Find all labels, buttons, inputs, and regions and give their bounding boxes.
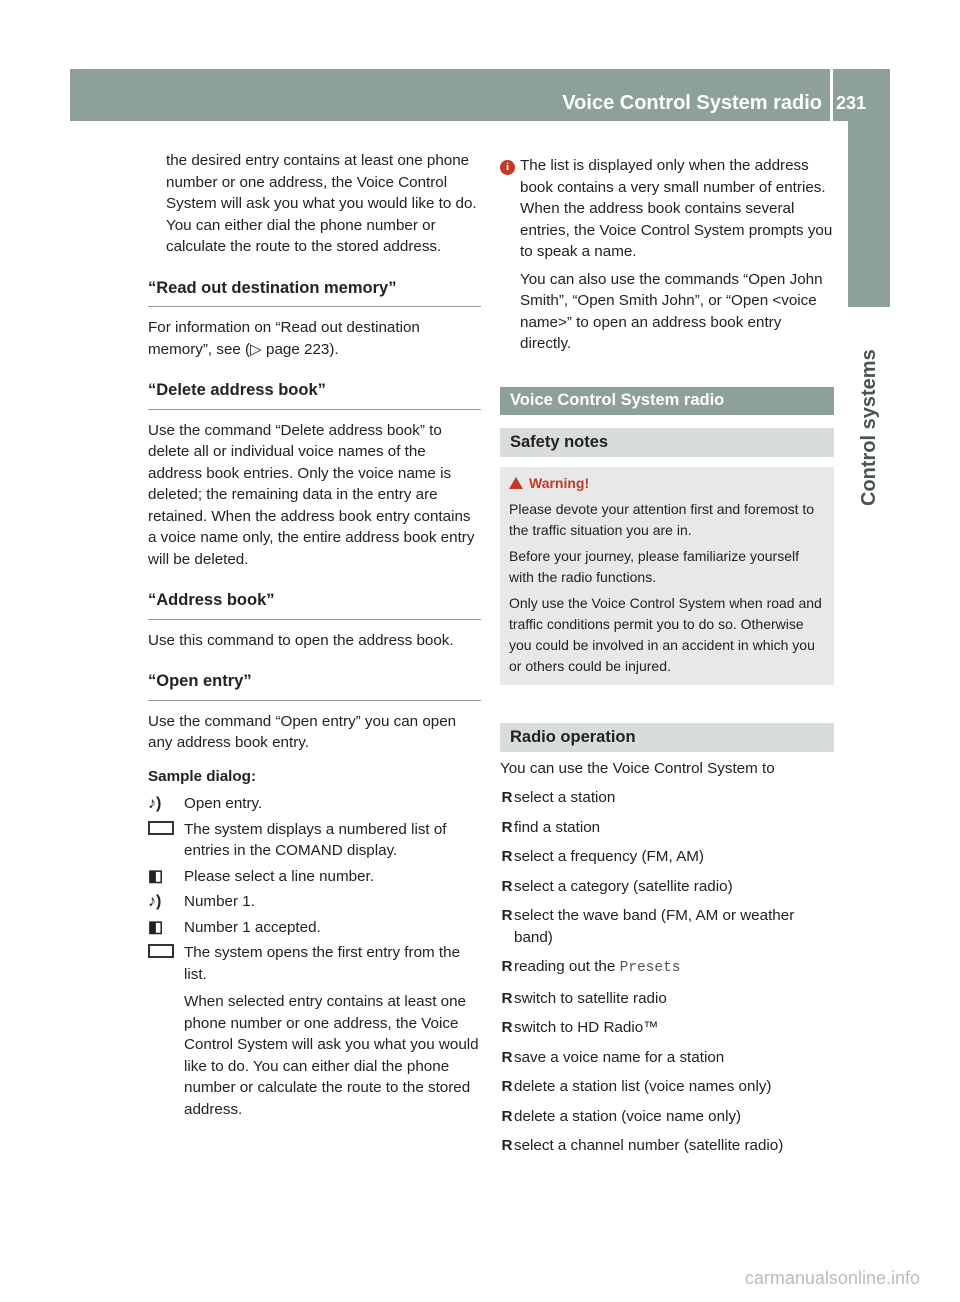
voice-output-icon: ◧	[148, 918, 164, 936]
section-title-bar: Voice Control System radio	[500, 387, 834, 415]
dialog-row	[148, 891, 481, 913]
side-tab-block	[848, 121, 890, 307]
dialog-text: Open entry.	[184, 795, 263, 812]
presets-term: Presets	[619, 960, 681, 976]
section-text: For information on “Read out destination memory”, see (▷ page 223).	[148, 319, 420, 358]
list-item: R switch to satellite radio	[501, 989, 667, 1007]
list-item: R delete a station list (voice names only)	[501, 1078, 772, 1095]
warning-text: Before your journey, please familiarize yourself with the radio functions.	[509, 547, 799, 585]
list-item: R find a station	[501, 818, 601, 836]
dialog-text: The system displays a numbered list of entries in the COMAND display.	[184, 820, 447, 859]
warning-text: Please devote your attention first and foremost to the traffic situation you are in.	[509, 500, 815, 538]
warning-text: Only use the Voice Control System when road and traffic conditions permit you to do so. Otherwise you could be involved in an accident in which you or others could be injured.	[509, 594, 822, 674]
header-divider	[830, 69, 833, 121]
section-heading: “Address book”	[148, 590, 481, 620]
display-icon	[148, 942, 184, 962]
dialog-row	[148, 917, 481, 939]
dialog-text: Number 1 accepted.	[184, 918, 321, 936]
subsection-title-bar: Safety notes	[500, 428, 834, 457]
side-tab-label: Control systems	[858, 349, 880, 506]
list-item: R delete a station (voice name only)	[501, 1107, 742, 1125]
info-note	[500, 155, 834, 355]
right-column	[500, 155, 834, 1165]
sample-dialog-label: Sample dialog:	[148, 767, 257, 785]
list-item: R save a voice name for a station	[501, 1048, 725, 1066]
dialog-row	[148, 866, 481, 888]
speaker-icon: ♪)	[148, 893, 162, 910]
list-item: R select the wave band (FM, AM or weather band)	[501, 907, 795, 946]
list-item: R switch to HD Radio™	[501, 1019, 659, 1036]
section-heading: “Delete address book”	[148, 380, 481, 410]
list-item: R select a category (satellite radio)	[501, 877, 733, 895]
page-title: Voice Control System radio	[562, 92, 822, 114]
section-text: Use the command “Open entry” you can open any address book entry.	[148, 712, 457, 751]
section-heading: “Read out destination memory”	[148, 278, 481, 308]
display-icon	[148, 819, 184, 839]
section-text: Use the command “Delete address book” to delete all or individual voice names of the address book entries. Only the voice name is deleted; the remaining data in the entry are retained. When the address book entry contains a voice name only, the entire address book entry will be deleted.	[148, 421, 475, 568]
info-icon: i	[500, 155, 520, 355]
watermark: carmanualsonline.info	[744, 1268, 920, 1288]
left-column	[148, 150, 481, 1124]
warning-heading	[509, 473, 825, 494]
list-item: R select a frequency (FM, AM)	[501, 848, 704, 865]
dialog-row	[148, 819, 481, 862]
list-item: R select a channel number (satellite radio)	[501, 1137, 784, 1154]
warning-icon	[509, 477, 523, 489]
intro-text: the desired entry contains at least one phone number or one address, the Voice Control System will ask you what you would like to do. You can either dial the phone number or calculate the route to the stored address.	[166, 152, 477, 255]
section-text: Use this command to open the address book.	[148, 631, 454, 649]
dialog-text-extra: When selected entry contains at least one phone number or one address, the Voice Control System will ask you what you would like to do. You can either dial the phone number or calculate the route to the stored address.	[184, 993, 479, 1118]
dialog-text-main: The system opens the first entry from the list.	[184, 944, 461, 983]
dialog-text	[184, 942, 481, 1120]
warning-box	[500, 467, 834, 685]
side-tab	[852, 316, 886, 506]
section-heading: “Open entry”	[148, 671, 481, 701]
page-number: 231	[836, 93, 867, 113]
info-text: You can also use the commands “Open John Smith”, “Open Smith John”, or “Open <voice name>” to open an address book entry directly.	[520, 270, 823, 352]
voice-output-icon: ◧	[148, 867, 164, 885]
list-item: R select a station	[501, 789, 616, 806]
warning-title: Warning!	[529, 474, 590, 491]
dialog-row	[148, 942, 481, 1120]
speaker-icon: ♪)	[148, 795, 162, 812]
subsection-title-bar: Radio operation	[500, 723, 834, 752]
list-item: R reading out the Presets	[501, 958, 681, 976]
dialog-text: Please select a line number.	[184, 867, 374, 885]
dialog-row	[148, 793, 481, 815]
radio-intro: You can use the Voice Control System to	[500, 759, 775, 777]
dialog-text: Number 1.	[184, 893, 255, 910]
info-text: The list is displayed only when the address book contains a very small number of entries. When the address book contains several entries, the Voice Control System prompts you to speak a name.	[520, 157, 833, 260]
